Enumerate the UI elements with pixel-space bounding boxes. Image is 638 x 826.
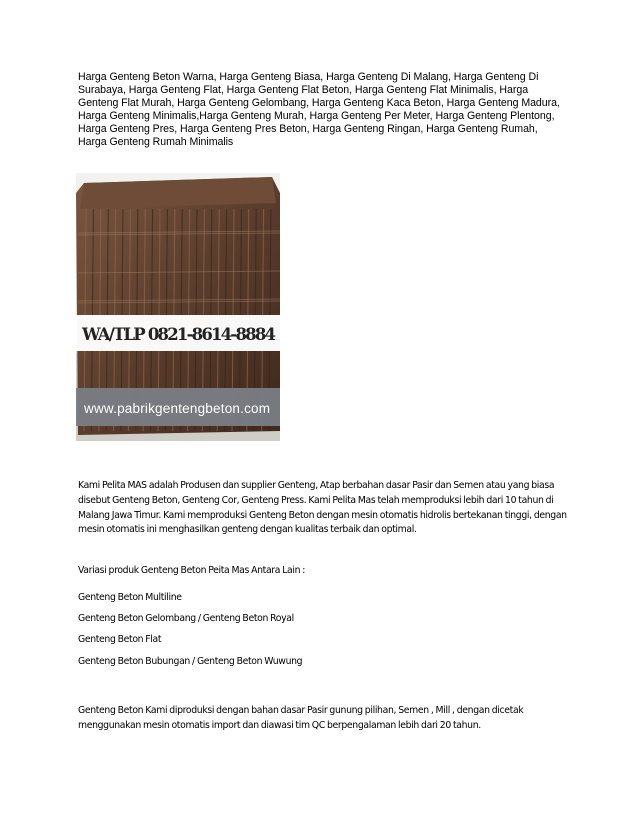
- variant-item-3: Genteng Beton Flat: [78, 634, 162, 645]
- variant-item-1: Genteng Beton Multiline: [78, 592, 182, 603]
- keywords-paragraph: Harga Genteng Beton Warna, Harga Genteng Biasa, Harga Genteng Di Malang, Harga Genteng Di Surabaya, Harga Genteng Flat, Harga Genteng Flat Beton, Harga Genteng Flat Minimalis, Harga Genteng Flat Murah, Harga Genteng Gelombang, Harga Genteng Kaca Beton, Harga Genteng Madura, Harga Genteng Minimalis,Harga Genteng Murah, Harga Genteng Per Meter, Harga Genteng Plentong, Harga Genteng Pres, Harga Genteng Pres Beton, Harga Genteng Ringan, Harga Genteng Rumah, Harga Genteng Rumah Minimalis: [78, 71, 560, 149]
- variant-item-4: Genteng Beton Bubungan / Genteng Beton Wuwung: [78, 656, 303, 667]
- phone-banner-text: WA/TLP 0821-8614-8884: [82, 325, 276, 344]
- intro-paragraph: Kami Pelita MAS adalah Produsen dan supplier Genteng, Atap berbahan dasar Pasir dan Semen atau yang biasa disebut Genteng Beton, Genteng Cor, Genteng Press. Kami Pelita Mas telah memproduksi lebih dari 10 tahun di Malang Jawa Timur. Kami memproduksi Genteng Beton dengan mesin otomatis hidrolis bertekanan tinggi, dengan mesin otomatis ini menghasilkan genteng dengan kualitas terbaik dan optimal.: [78, 480, 567, 536]
- variants-heading: Variasi produk Genteng Beton Peita Mas Antara Lain :: [78, 565, 306, 576]
- closing-paragraph: Genteng Beton Kami diproduksi dengan bahan dasar Pasir gunung pilihan, Semen , Mill , dengan dicetak menggunakan mesin otomatis import dan diawasi tim QC berpengalaman lebih dari 20 tahun.: [78, 705, 524, 731]
- website-banner-text: www.pabrikgentengbeton.com: [84, 401, 270, 416]
- product-photo: [76, 173, 280, 441]
- variant-item-2: Genteng Beton Gelombang / Genteng Beton Royal: [78, 613, 294, 624]
